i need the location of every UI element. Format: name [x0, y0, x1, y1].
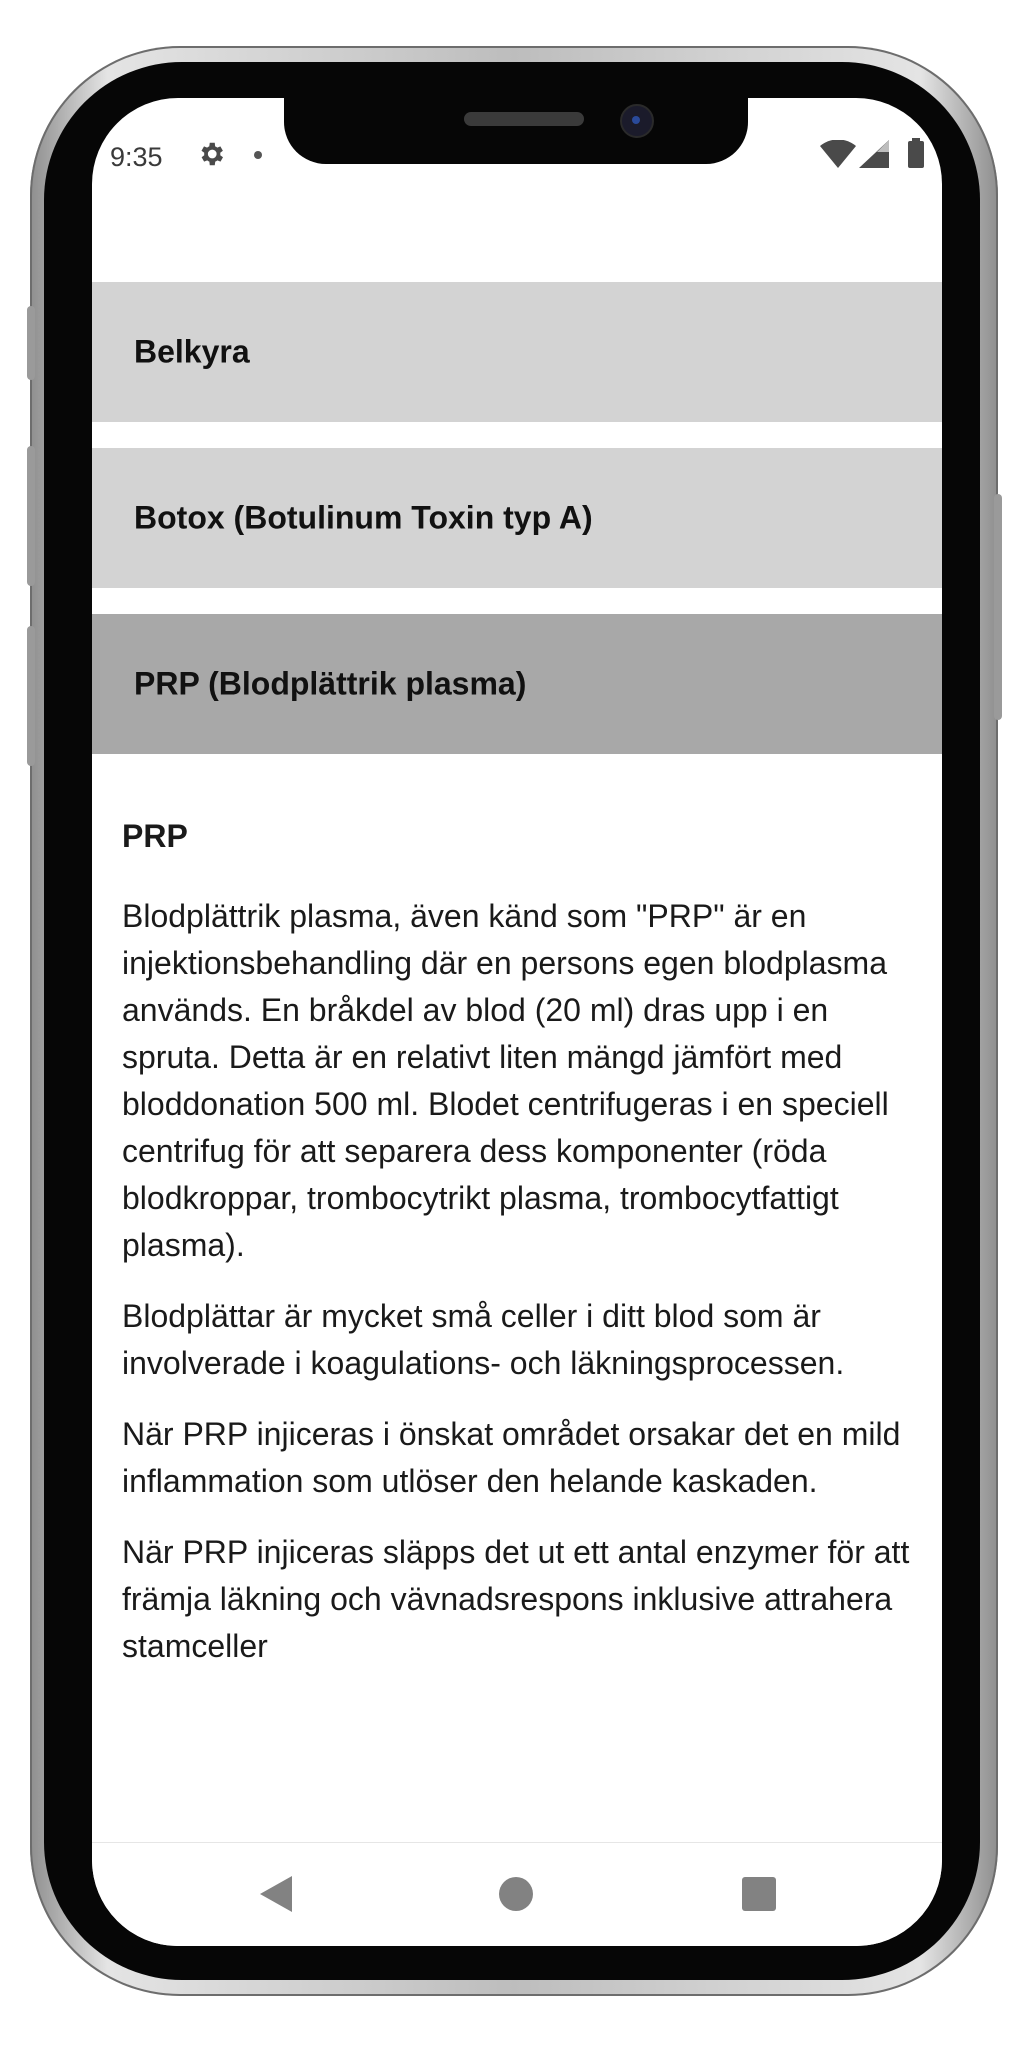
power-button	[994, 494, 1002, 720]
content-heading: PRP	[122, 818, 188, 854]
accordion-item-label: PRP (Blodplättrik plasma)	[134, 665, 527, 702]
back-icon[interactable]	[260, 1876, 292, 1912]
mute-switch	[27, 306, 35, 380]
accordion-item-label: Botox (Botulinum Toxin typ A)	[134, 499, 593, 536]
content-paragraph: När PRP injiceras i önskat området orsakar det en mild inflammation som utlöser den helande kaskaden.	[122, 1416, 901, 1499]
signal-icon	[859, 140, 889, 168]
accordion-item-prp[interactable]	[92, 614, 942, 754]
volume-up-button	[27, 446, 35, 586]
wifi-icon	[820, 140, 856, 168]
volume-down-button	[27, 626, 35, 766]
accordion-item-botox[interactable]	[92, 448, 942, 588]
gear-icon	[196, 139, 226, 169]
recents-icon[interactable]	[742, 1877, 776, 1911]
accordion-panel-prp	[122, 818, 922, 1694]
speaker-grille	[464, 112, 584, 126]
content-paragraph: Blodplättar är mycket små celler i ditt blod som är involverade i koagulations- och läkningsprocessen.	[122, 1298, 845, 1381]
app-content	[92, 98, 942, 1842]
battery-icon	[908, 138, 924, 168]
notification-dot-icon	[254, 151, 262, 159]
content-paragraph: När PRP injiceras släpps det ut ett antal enzymer för att främja läkning och vävnadsrespons inklusive attrahera stamceller	[122, 1534, 910, 1664]
front-camera	[620, 104, 654, 138]
phone-notch	[284, 98, 748, 164]
accordion-item-label: Belkyra	[134, 333, 250, 370]
phone-screen	[92, 98, 942, 1946]
content-paragraph: Blodplättrik plasma, även känd som "PRP" är en injektionsbehandling där en persons egen blodplasma används. En bråkdel av blod (20 ml) dras upp i en spruta. Detta är en relativt liten mängd jämfört med bloddonation 500 ml. Blodet centrifugeras i en speciell centrifug för att separera dess komponenter (röda blodkroppar, trombocytrikt plasma, trombocytfattigt plasma).	[122, 898, 889, 1263]
status-time: 9:35	[110, 142, 163, 172]
navigation-bar	[92, 1842, 942, 1946]
accordion-item-belkyra[interactable]	[92, 282, 942, 422]
home-icon[interactable]	[499, 1877, 533, 1911]
